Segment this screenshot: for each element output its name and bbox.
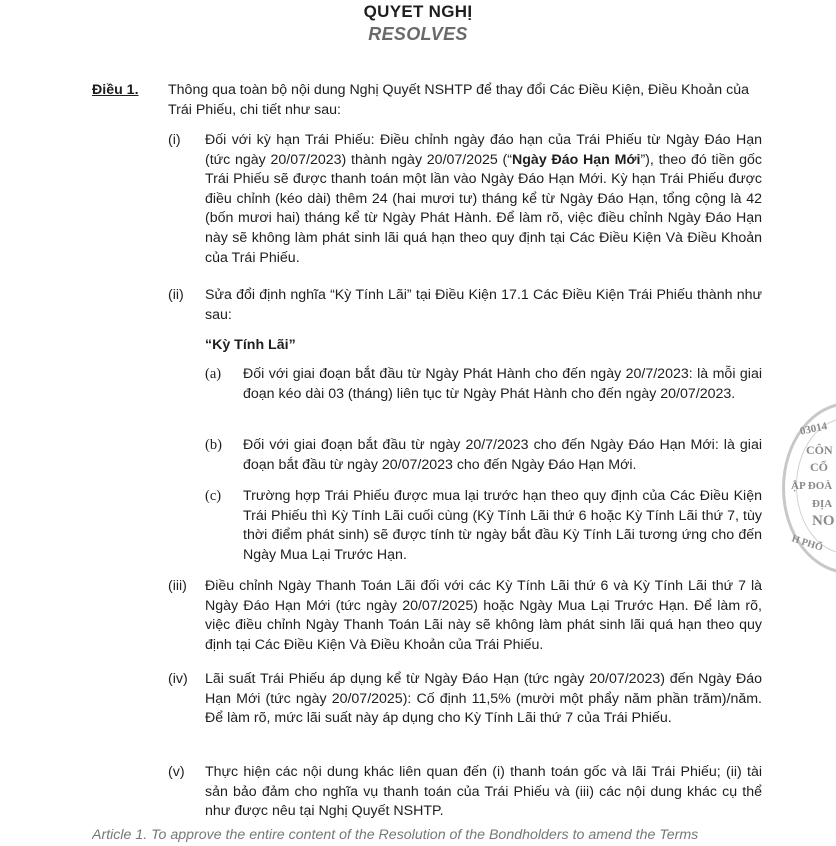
seal-text: ĐỊA <box>812 498 833 510</box>
subitem-letter: (a) <box>205 366 222 382</box>
subitem-c-text: Trường hợp Trái Phiếu được mua lại trước hạn theo quy định của Các Điều Kiện Trái Phiếu thì Kỳ Tính Lãi cuối cùng (Kỳ Tính Lãi thứ 6 hoặc Kỳ Tính Lãi thứ 7, tùy thời điểm phát sinh) sẽ được tính từ ngày bắt đầu Kỳ Tính Lãi tương ứng cho đến Ngày Mua Lại Trước Hạn. <box>243 488 762 563</box>
seal-text: NO <box>812 513 835 529</box>
definition-heading: “Kỳ Tính Lãi” <box>205 337 296 353</box>
subitem-letter: (b) <box>205 437 222 453</box>
item-ii-text: Sửa đổi định nghĩa “Kỳ Tính Lãi” tại Điều Kiện 17.1 Các Điều Kiện Trái Phiếu thành như sau: <box>205 287 762 323</box>
page-subtitle: RESOLVES <box>368 24 468 44</box>
subitem-b-text: Đối với giai đoạn bắt đầu từ ngày 20/7/2023 cho đến Ngày Đáo Hạn Mới: là giai đoạn bắt đầu từ ngày 20/07/2023 cho đến Ngày Đáo Hạn Mới. <box>243 437 762 473</box>
item-number: (iv) <box>168 671 188 687</box>
item-v-text: Thực hiện các nội dung khác liên quan đến (i) thanh toán gốc và lãi Trái Phiếu; (ii) tài sản bảo đảm cho nghĩa vụ thanh toán của Trái Phiếu và (iii) các nội dung khác cụ thể như được nêu tại Nghị Quyết NSHTP. <box>205 764 762 820</box>
defined-term: Ngày Đáo Hạn Mới <box>512 151 641 168</box>
seal-text: CỔ <box>810 460 828 474</box>
page-title: QUYET NGHỊ <box>363 2 473 21</box>
seal-text: H PHỐ <box>790 533 824 554</box>
item-i-text: Đối với kỳ hạn Trái Phiếu: Điều chỉnh ngày đáo hạn của Trái Phiếu từ Ngày Đáo Hạn (tức ngày 20/07/2023) thành ngày 20/07/2025 (“Ngày Đáo Hạn Mới”), theo đó tiền gốc Trái Phiếu sẽ được thanh toán một lần vào Ngày Đáo Hạn Mới. Kỳ hạn Trái Phiếu được điều chỉnh (kéo dài) thêm 24 (hai mươi tư) tháng kể từ Ngày Đáo Hạn, tổng cộng là 42 (bốn mươi hai) tháng kể từ Ngày Phát Hành. Để làm rõ, việc điều chỉnh Ngày Đáo Hạn này sẽ không làm phát sinh lãi quá hạn theo quy định tại Các Điều Kiện Và Điều Khoản của Trái Phiếu. <box>205 132 762 266</box>
article-intro: Thông qua toàn bộ nội dung Nghị Quyết NSHTP để thay đổi Các Điều Kiện, Điều Khoản của Trái Phiếu, chi tiết như sau: <box>168 82 750 118</box>
seal-text: ẬP ĐOÀ <box>791 480 833 492</box>
item-number: (i) <box>168 132 181 148</box>
item-iii-text: Điều chỉnh Ngày Thanh Toán Lãi đối với các Kỳ Tính Lãi thứ 6 và Kỳ Tính Lãi thứ 7 là Ngày Đáo Hạn Mới (tức ngày 20/07/2025) hoặc Ngày Mua Lại Trước Hạn. Để làm rõ, việc điều chỉnh Ngày Thanh Toán Lãi này sẽ không làm phát sinh lãi quá hạn theo quy định tại Các Điều Kiện Và Điều Khoản của Trái Phiếu. <box>205 578 762 653</box>
seal-text: 03014 <box>798 420 829 438</box>
item-number: (iii) <box>168 578 187 594</box>
subitem-a-text: Đối với giai đoạn bắt đầu từ Ngày Phát Hành cho đến ngày 20/7/2023: là mỗi giai đoạn kéo dài 03 (tháng) liên tục từ Ngày Phát Hành cho đến ngày 20/07/2023. <box>243 366 762 402</box>
cut-off-english-line: Article 1. To approve the entire content of the Resolution of the Bondholders to amend the Terms <box>92 827 699 843</box>
subitem-letter: (c) <box>205 488 222 504</box>
item-iv-text: Lãi suất Trái Phiếu áp dụng kể từ Ngày Đáo Hạn (tức ngày 20/07/2023) đến Ngày Đáo Hạn Mới (tức ngày 20/07/2025): Cố định 11,5% (mười một phẩy năm phần trăm)/năm. Để làm rõ, mức lãi suất này áp dụng cho Kỳ Tính Lãi thứ 7 của Trái Phiếu. <box>205 671 762 727</box>
seal-text: CÔN <box>806 443 833 457</box>
item-number: (ii) <box>168 287 184 303</box>
item-number: (v) <box>168 764 185 780</box>
article-label: Điều 1. <box>92 82 139 98</box>
